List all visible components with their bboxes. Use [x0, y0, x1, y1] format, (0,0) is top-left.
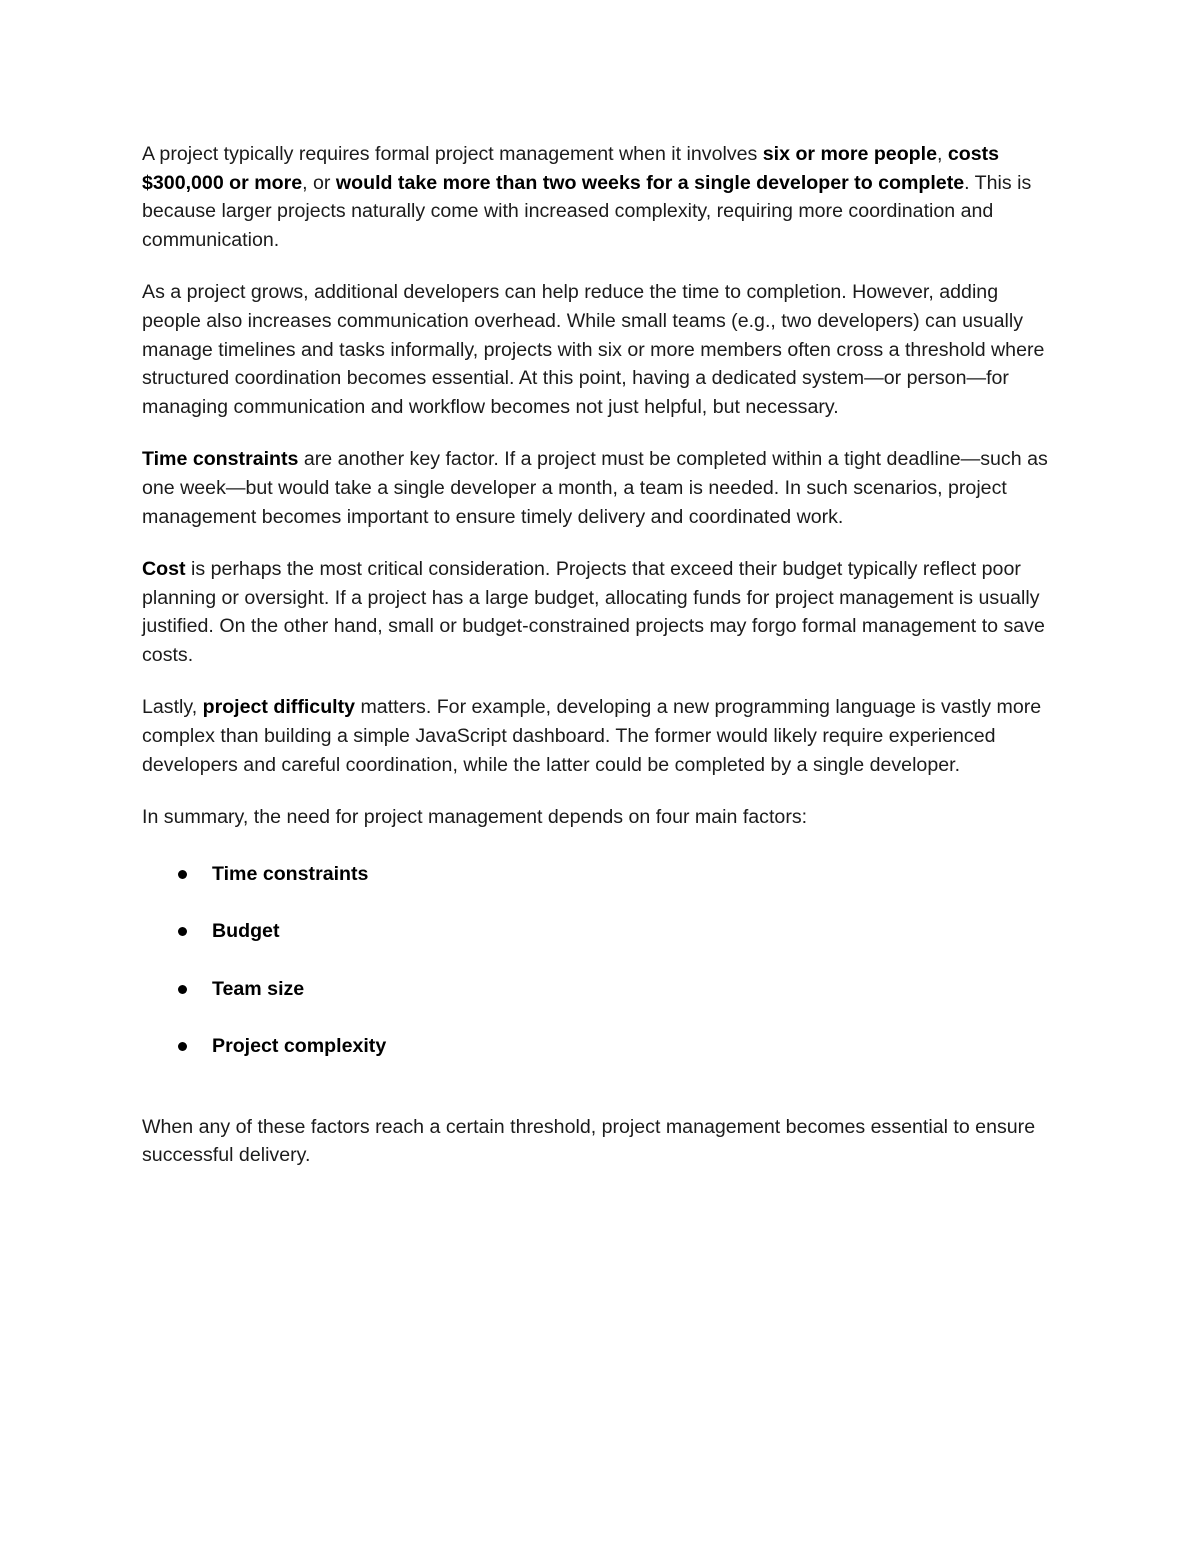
- time-constraints-paragraph: [142, 445, 1062, 531]
- difficulty-text-2: matters. For example, developing a new programming language is vastly more complex than building a simple JavaScript dashboard. The former would likely require experienced developers and careful coordination, while the latter could be completed by a single developer.: [142, 696, 1042, 776]
- cost-paragraph: [142, 555, 1062, 670]
- factor-label: Project complexity: [212, 1035, 387, 1058]
- closing-paragraph: When any of these factors reach a certain threshold, project management becomes essential to ensure successful delivery.: [142, 1115, 1036, 1167]
- difficulty-bold: project difficulty: [202, 696, 356, 719]
- cost-bold: Cost: [142, 557, 186, 580]
- time-constraints-bold: Time constraints: [142, 448, 299, 471]
- list-item: [142, 1032, 1062, 1061]
- intro-paragraph: [142, 140, 1062, 255]
- time-constraints-text: are another key factor. If a project must be completed within a tight deadline—such as one week—but would take a single developer a month, a team is needed. In such scenarios, project management becomes important to ensure timely delivery and coordinated work.: [142, 448, 1048, 528]
- list-item: [142, 975, 1062, 1004]
- intro-text-4: . This is because larger projects naturally come with increased complexity, requiring more coordination and communication.: [142, 171, 1032, 252]
- factor-label: Team size: [212, 977, 305, 1000]
- summary-paragraph: In summary, the need for project management depends on four main factors:: [142, 805, 808, 828]
- difficulty-text-1: Lastly,: [142, 696, 203, 719]
- bullet-icon: [178, 985, 187, 994]
- intro-text-1: A project typically requires formal project management when it involves: [142, 143, 763, 165]
- list-item: [142, 860, 1062, 889]
- intro-text-2: ,: [937, 143, 948, 165]
- intro-bold-duration: would take more than two weeks for a single developer to complete: [335, 171, 965, 194]
- difficulty-paragraph: [142, 693, 1062, 779]
- bullet-icon: [178, 927, 187, 936]
- document-body: [142, 140, 1062, 1194]
- intro-bold-team-size: six or more people: [762, 143, 937, 165]
- factor-label: Time constraints: [212, 863, 369, 886]
- team-growth-paragraph: As a project grows, additional developers can help reduce the time to completion. However, adding people also increases communication overhead. While small teams (e.g., two developers) can usually manage timelines and tasks informally, projects with six or more members often cross a threshold where structured coordination becomes essential. At this point, having a dedicated system—or person—for managing communication and workflow becomes not just helpful, but necessary.: [142, 281, 1045, 419]
- factor-label: Budget: [212, 920, 280, 943]
- bullet-icon: [178, 870, 187, 879]
- bullet-icon: [178, 1042, 187, 1051]
- factors-list: [142, 860, 1062, 1061]
- cost-text: is perhaps the most critical consideration. Projects that exceed their budget typically reflect poor planning or oversight. If a project has a large budget, allocating funds for project management is usually justified. On the other hand, small or budget-constrained projects may forgo formal management to save costs.: [142, 557, 1045, 667]
- list-item: [142, 917, 1062, 946]
- intro-bold-cost: costs $300,000 or more: [142, 143, 1000, 194]
- intro-text-3: , or: [302, 171, 336, 194]
